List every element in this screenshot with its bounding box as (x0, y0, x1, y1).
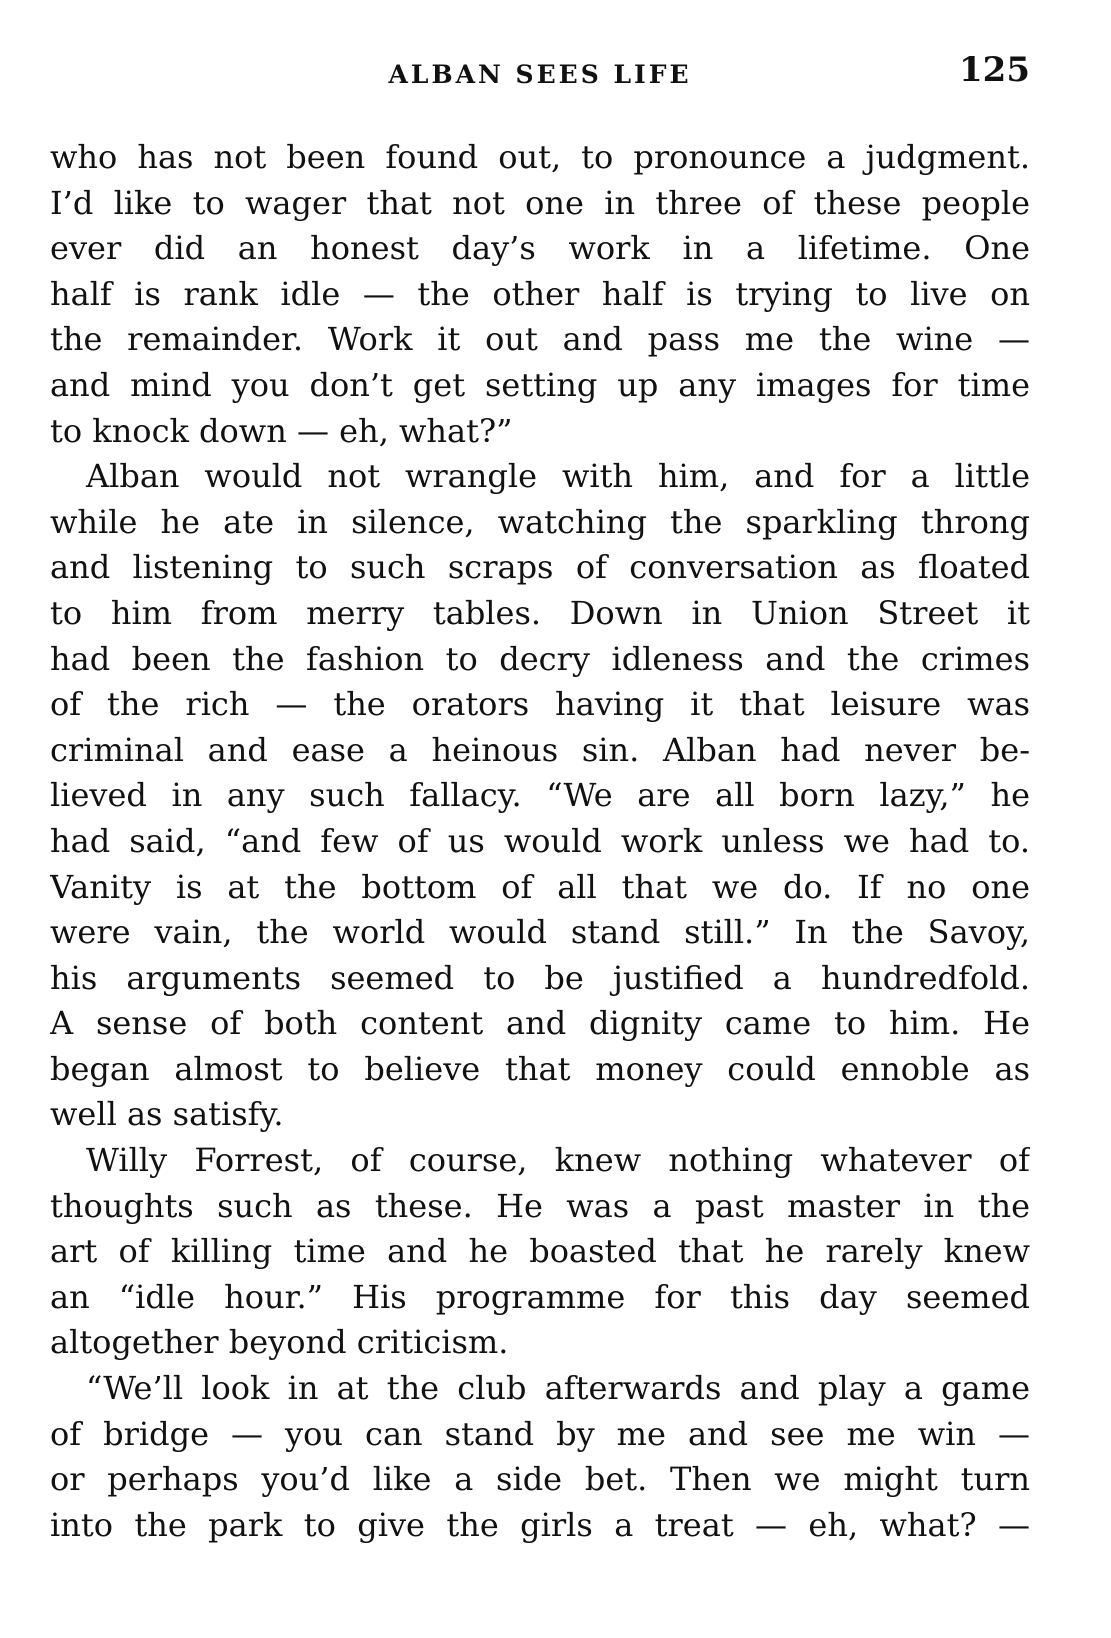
text-line: Willy Forrest, of course, knew nothing whatever of (86, 1141, 1030, 1180)
text-line: A sense of both content and dignity came to him. He (50, 1004, 1030, 1043)
text-line: ever did an honest day’s work in a lifetime. One (50, 229, 1030, 268)
text-line: to knock down — eh, what?” (50, 411, 513, 450)
text-line: I’d like to wager that not one in three of these people (50, 183, 1030, 222)
text-line: had been the fashion to decry idleness and the crimes (50, 639, 1030, 678)
text-line: his arguments seemed to be justified a hundredfold. (50, 958, 1030, 997)
text-line: an “idle hour.” His programme for this day seemed (50, 1277, 1030, 1316)
text-line: began almost to believe that money could ennoble as (50, 1049, 1030, 1088)
page-number: 125 (959, 50, 1030, 90)
text-line: lieved in any such fallacy. “We are all born lazy,” he (50, 776, 1030, 815)
text-line: had said, “and few of us would work unless we had to. (50, 821, 1030, 860)
text-line: of the rich — the orators having it that leisure was (50, 685, 1030, 724)
text-line: and mind you don’t get setting up any images for time (50, 365, 1030, 404)
text-line: the remainder. Work it out and pass me the wine — (50, 320, 1030, 359)
text-line: thoughts such as these. He was a past master in the (50, 1186, 1030, 1225)
running-title: ALBAN SEES LIFE (388, 60, 692, 89)
text-line: Vanity is at the bottom of all that we do. If no one (50, 867, 1030, 906)
text-line: art of killing time and he boasted that he rarely knew (50, 1232, 1030, 1271)
text-line: criminal and ease a heinous sin. Alban had never be- (50, 730, 1030, 769)
page-header (50, 50, 1030, 100)
text-line: while he ate in silence, watching the sparkling throng (50, 502, 1030, 541)
text-line: altogether beyond criticism. (50, 1323, 509, 1362)
body-text (50, 135, 1030, 1548)
text-line: Alban would not wrangle with him, and for a little (86, 457, 1030, 496)
text-line: or perhaps you’d like a side bet. Then we might turn (50, 1460, 1030, 1499)
text-line: half is rank idle — the other half is trying to live on (50, 274, 1030, 313)
text-line: into the park to give the girls a treat — eh, what? — (50, 1505, 1030, 1544)
text-line: well as satisfy. (50, 1095, 284, 1134)
text-line: of bridge — you can stand by me and see me win — (50, 1414, 1030, 1453)
text-line: were vain, the world would stand still.” In the Savoy, (50, 913, 1030, 952)
text-line: who has not been found out, to pronounce a judgment. (50, 138, 1030, 176)
text-line: to him from merry tables. Down in Union Street it (50, 593, 1030, 632)
text-line: “We’ll look in at the club afterwards and play a game (86, 1369, 1030, 1408)
text-line: and listening to such scraps of conversation as floated (50, 548, 1030, 587)
